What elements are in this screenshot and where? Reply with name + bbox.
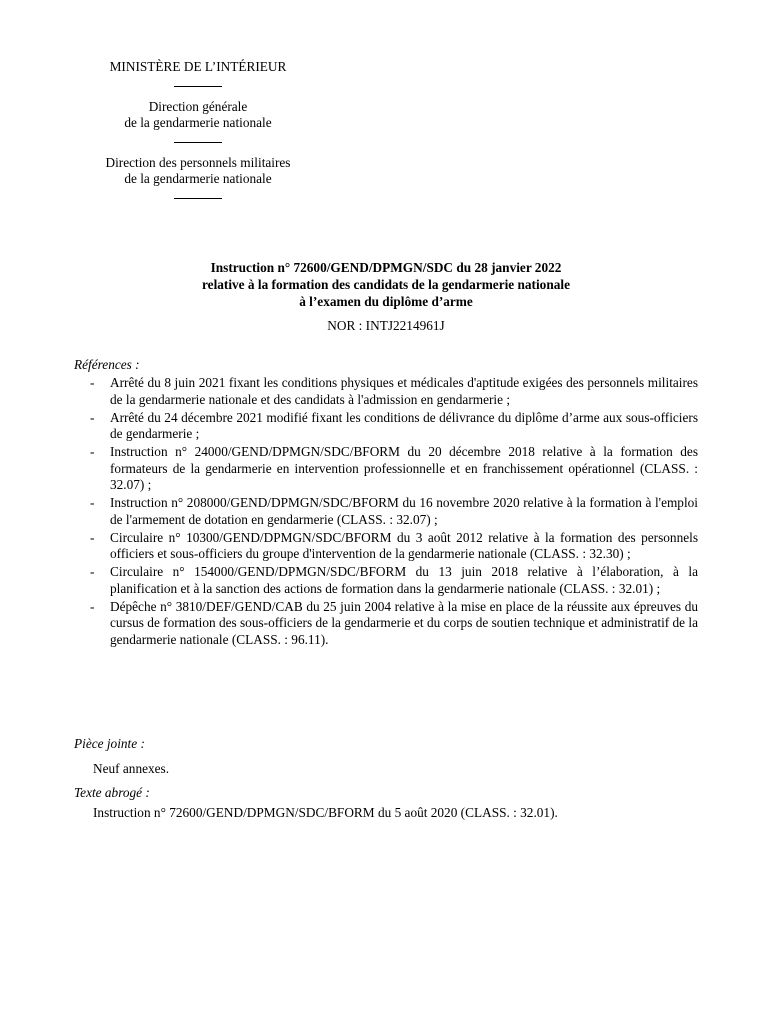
list-item bbox=[74, 495, 698, 528]
list-bullet: - bbox=[90, 529, 95, 545]
reference-text: Instruction n° 24000/GEND/DPMGN/SDC/BFORM du 20 décembre 2018 relative à la formation des formateurs de la gendarmerie en intervention professionnelle et en franchissement opérationnel (CLASS. : 32.07) ; bbox=[110, 444, 698, 492]
list-item bbox=[74, 410, 698, 443]
repealed-text-label: Texte abrogé : bbox=[74, 785, 150, 800]
list-bullet: - bbox=[90, 444, 95, 459]
header-separator bbox=[174, 142, 222, 143]
list-bullet: - bbox=[90, 598, 95, 614]
direction-generale-line1: Direction générale bbox=[148, 98, 248, 114]
document-title bbox=[75, 260, 697, 311]
list-item bbox=[74, 444, 698, 494]
list-bullet: - bbox=[90, 375, 95, 390]
reference-text: Arrêté du 8 juin 2021 fixant les conditions physiques et médicales d'aptitude exigées des personnels militaires de la gendarmerie nationale et des candidats à l'admission en gendarmerie ; bbox=[110, 375, 698, 407]
issuing-authority-header bbox=[78, 59, 318, 211]
header-separator bbox=[174, 198, 222, 199]
attachment-label: Pièce jointe : bbox=[74, 736, 145, 751]
list-item bbox=[74, 564, 698, 597]
direction-personnels-line2: de la gendarmerie nationale bbox=[124, 171, 272, 186]
repealed-text: Instruction n° 72600/GEND/DPMGN/SDC/BFORM du 5 août 2020 (CLASS. : 32.01). bbox=[93, 805, 558, 820]
header-separator bbox=[174, 86, 222, 87]
list-item bbox=[74, 599, 698, 649]
ministry-name: MINISTÈRE DE L’INTÉRIEUR bbox=[109, 59, 287, 74]
reference-text: Dépêche n° 3810/DEF/GEND/CAB du 25 juin 2004 relative à la mise en place de la réussite aux épreuves du cursus de formation des sous-officiers de la gendarmerie et du corps de soutien technique et administratif de la gendarmerie nationale (CLASS. : 96.11). bbox=[110, 598, 698, 647]
title-line3: à l’examen du diplôme d’arme bbox=[299, 294, 473, 309]
list-bullet: - bbox=[90, 409, 95, 425]
references-list bbox=[74, 375, 698, 648]
nor-number: NOR : INTJ2214961J bbox=[327, 318, 445, 333]
reference-text: Circulaire n° 10300/GEND/DPMGN/SDC/BFORM du 3 août 2012 relative à la formation des personnels officiers et sous-officiers du groupe d'intervention de la gendarmerie nationale (CLASS. : 32.30) ; bbox=[110, 529, 698, 561]
title-line1: Instruction n° 72600/GEND/DPMGN/SDC du 28 janvier 2022 bbox=[210, 260, 562, 275]
list-item bbox=[74, 375, 698, 408]
attachment-text: Neuf annexes. bbox=[93, 761, 170, 776]
references-section bbox=[74, 357, 698, 650]
direction-generale-line2: de la gendarmerie nationale bbox=[124, 115, 272, 130]
list-bullet: - bbox=[90, 495, 95, 510]
reference-text: Circulaire n° 154000/GEND/DPMGN/SDC/BFORM du 13 juin 2018 relative à l’élaboration, à la planification et à la sanction des actions de formation dans la gendarmerie nationale (CLASS. : 32.01) ; bbox=[110, 564, 698, 596]
title-line2: relative à la formation des candidats de la gendarmerie nationale bbox=[202, 277, 570, 292]
direction-personnels-line1: Direction des personnels militaires bbox=[105, 154, 291, 170]
list-item bbox=[74, 530, 698, 563]
reference-text: Arrêté du 24 décembre 2021 modifié fixant les conditions de délivrance du diplôme d’arme aux sous-officiers de gendarmerie ; bbox=[110, 409, 698, 441]
reference-text: Instruction n° 208000/GEND/DPMGN/SDC/BFORM du 16 novembre 2020 relative à la formation à l'emploi de l'armement de dotation en gendarmerie (CLASS. : 32.07) ; bbox=[110, 495, 698, 527]
list-bullet: - bbox=[90, 564, 95, 579]
references-label: Références : bbox=[74, 357, 140, 372]
